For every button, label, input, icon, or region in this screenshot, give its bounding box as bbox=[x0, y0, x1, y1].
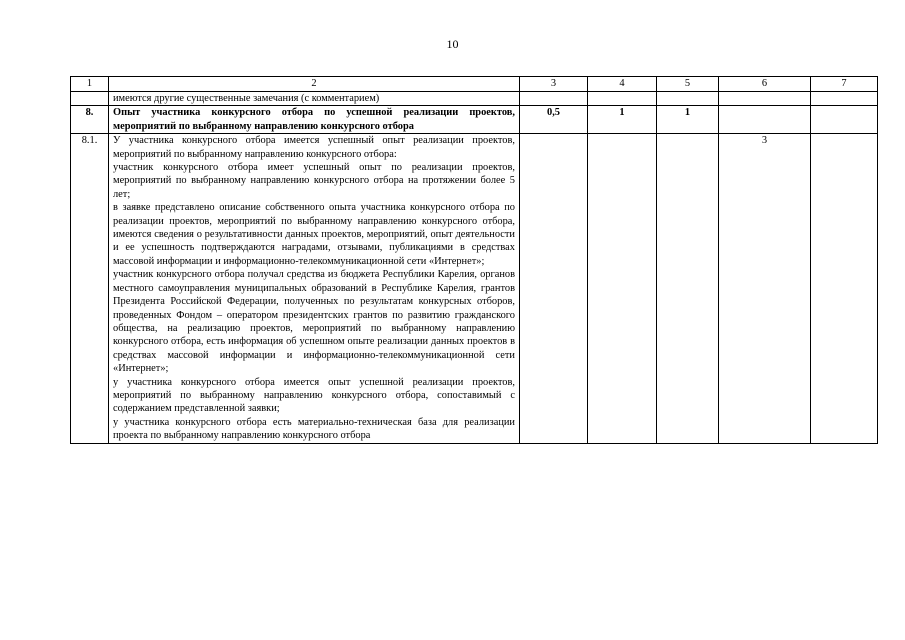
score-cell bbox=[520, 92, 588, 106]
criterion-paragraph: участник конкурсного отбора имеет успешный опыт по реализации проектов, мероприятий по выбранному направлению конкурсного отбора на протяжении более 5 лет; bbox=[113, 162, 515, 200]
criterion-text-cell: имеются другие существенные замечания (с комментарием) bbox=[109, 92, 520, 106]
score-cell bbox=[811, 106, 878, 134]
score-cell bbox=[588, 92, 657, 106]
header-cell: 6 bbox=[719, 77, 811, 92]
header-row bbox=[71, 77, 878, 92]
criterion-paragraph: у участника конкурсного отбора имеется опыт успешной реализации проектов, мероприятий по выбранному направлению конкурсного отбора, сопоставимый с содержанием представленной заявки; bbox=[113, 376, 515, 415]
table-row bbox=[71, 134, 878, 443]
page-number: 10 bbox=[446, 37, 459, 51]
score-cell: 1 bbox=[657, 106, 719, 134]
header-cell: 2 bbox=[109, 77, 520, 92]
header-cell: 3 bbox=[520, 77, 588, 92]
score-cell: 1 bbox=[588, 106, 657, 134]
table-row bbox=[71, 92, 878, 106]
score-cell bbox=[657, 134, 719, 443]
score-cell bbox=[657, 92, 719, 106]
criterion-paragraph: У участника конкурсного отбора имеется успешный опыт реализации проектов, мероприятий по выбранному направлению конкурсного отбора: bbox=[113, 135, 515, 160]
row-number-cell: 8.1. bbox=[71, 134, 109, 443]
table-row bbox=[71, 106, 878, 134]
header-cell: 4 bbox=[588, 77, 657, 92]
score-cell: 3 bbox=[719, 134, 811, 443]
score-cell bbox=[520, 134, 588, 443]
score-cell bbox=[588, 134, 657, 443]
header-cell: 7 bbox=[811, 77, 878, 92]
row-number-cell bbox=[71, 92, 109, 106]
score-cell: 0,5 bbox=[520, 106, 588, 134]
row-number-cell: 8. bbox=[71, 106, 109, 134]
criterion-paragraph: участник конкурсного отбора получал средства из бюджета Республики Карелия, органов местного самоуправления муниципальных образований в Республике Карелия, грантов Президента Российской Федерации, полученных по результатам конкурсных отборов, проведенных Фондом – оператором президентских грантов по развитию гражданского общества, на реализацию проектов, мероприятий по выбранному направлению конкурсного отбора, есть информация об успешном опыте реализации данных проектов в средствах массовой информации и информационно-телекоммуникационной сети «Интернет»; bbox=[113, 269, 515, 375]
criterion-text-cell bbox=[109, 134, 520, 443]
header-cell: 5 bbox=[657, 77, 719, 92]
header-cell: 1 bbox=[71, 77, 109, 92]
score-cell bbox=[719, 106, 811, 134]
criterion-text-cell: Опыт участника конкурсного отбора по успешной реализации проектов, мероприятий по выбранному направлению конкурсного отбора bbox=[109, 106, 520, 134]
score-cell bbox=[719, 92, 811, 106]
criterion-paragraph: в заявке представлено описание собственного опыта участника конкурсного отбора по реализации проектов, мероприятий по выбранному направлению конкурсного отбора, имеются сведения о результативности данных проектов, мероприятий, опыт деятельности и ее успешность подтверждаются наградами, отзывами, публикациями в средствах массовой информации и информационно-телекоммуникационной сети «Интернет»; bbox=[113, 202, 515, 267]
criteria-table bbox=[70, 76, 878, 444]
criterion-paragraph: у участника конкурсного отбора есть материально-техническая база для реализации проекта по выбранному направлению конкурсного отбора bbox=[113, 416, 515, 442]
score-cell bbox=[811, 92, 878, 106]
score-cell bbox=[811, 134, 878, 443]
